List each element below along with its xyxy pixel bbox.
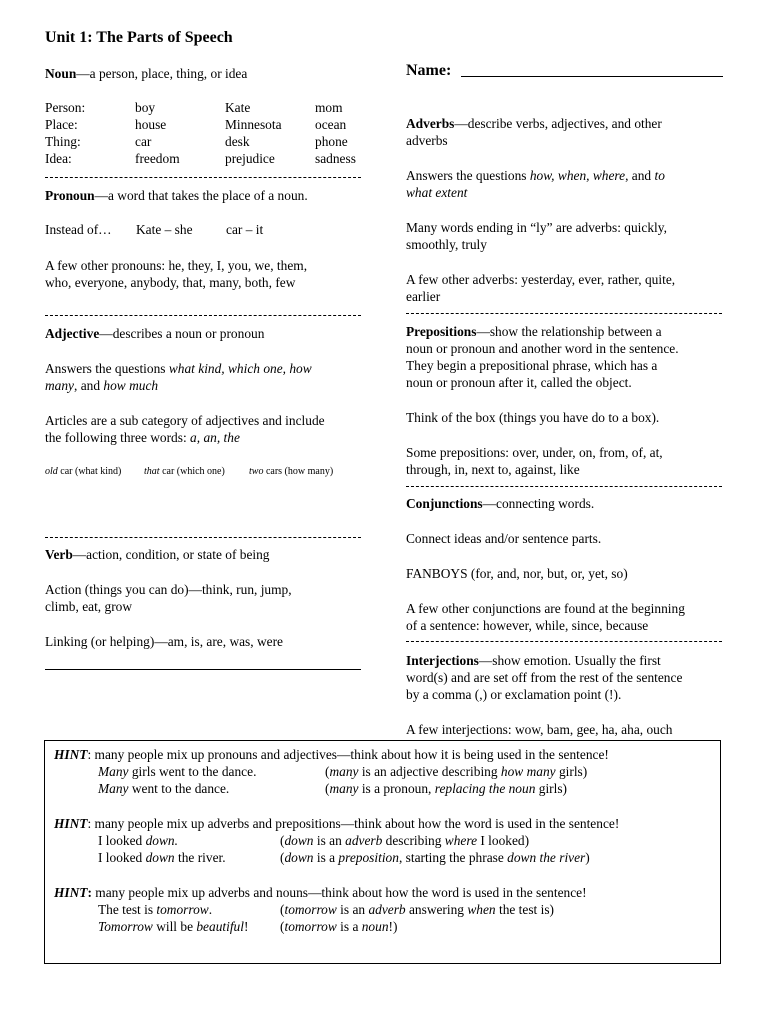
adjective-definition (45, 325, 264, 342)
text: , and (74, 378, 104, 393)
hint-label: HINT (54, 816, 88, 831)
text: The test is (98, 902, 157, 917)
preposition-definition (406, 323, 662, 340)
adjective-articles: Articles are a sub category of adjectives and include (45, 413, 325, 428)
preposition-definition: noun or pronoun and another word in the sentence. (406, 341, 679, 356)
text: how many (500, 764, 556, 779)
noun-row-label: Thing: (45, 134, 81, 149)
text: down. (145, 833, 178, 848)
noun-row-label: Idea: (45, 151, 72, 166)
pronoun-example: car – it (226, 222, 264, 237)
interjection-others: A few interjections: wow, bam, gee, ha, aha, ouch (406, 722, 673, 737)
hint-example (98, 918, 248, 935)
hint-example (98, 763, 256, 780)
hint-text: : many people mix up adverbs and prepositions—think about how the word is used in the sentence! (87, 816, 620, 831)
conjunction-def-text: —connecting words. (482, 496, 595, 511)
adjective-def-text: —describes a noun or pronoun (99, 326, 265, 341)
text: tomorrow (284, 919, 337, 934)
text: two (249, 466, 264, 477)
text: car (what kind) (57, 466, 122, 477)
text: many (329, 764, 359, 779)
text: car (which one) (159, 466, 225, 477)
text: the river. (174, 850, 226, 865)
text: I looked (98, 833, 146, 848)
text: Many (98, 764, 129, 779)
hint-box (44, 740, 721, 964)
preposition-definition: They begin a prepositional phrase, which has a (406, 358, 658, 373)
divider (406, 313, 722, 314)
noun-cell: ocean (315, 117, 347, 132)
table-row (45, 133, 356, 150)
adverb-ly: smoothly, truly (406, 237, 487, 252)
text: cars (how many) (263, 466, 334, 477)
hint-text: many people mix up adverbs and nouns—think about how the word is used in the sentence! (91, 885, 587, 900)
text: will be (152, 919, 197, 934)
conjunction-definition (406, 495, 594, 512)
adverb-ly: Many words ending in “ly” are adverbs: quickly, (406, 220, 667, 235)
adverb-def-text: —describe verbs, adjectives, and other (454, 116, 662, 131)
text: when (467, 902, 496, 917)
divider (45, 315, 361, 316)
pronoun-definition (45, 187, 308, 204)
text: !) (388, 919, 398, 934)
hint-line (54, 815, 619, 832)
text: describing (382, 833, 445, 848)
preposition-def-text: —show the relationship between a (476, 324, 662, 339)
hint-example (98, 849, 226, 866)
interjection-definition: by a comma (,) or exclamation point (!). (406, 687, 622, 702)
text: is a pronoun, (358, 781, 435, 796)
text: Many (98, 781, 129, 796)
adverb-term: Adverbs (406, 116, 455, 131)
pronoun-others: A few other pronouns: he, they, I, you, we, them, (45, 258, 308, 273)
hint-note: (down is an adverb describing where I looked) (280, 833, 530, 848)
text: , and (625, 168, 655, 183)
noun-cell: desk (225, 134, 250, 149)
text: girls) (555, 764, 588, 779)
text: , starting the phrase (398, 850, 508, 865)
text: where (444, 833, 478, 848)
noun-cell: prejudice (225, 151, 275, 166)
table-row (45, 150, 356, 167)
divider (406, 641, 722, 642)
text: ! (243, 919, 249, 934)
text: to (654, 168, 665, 183)
preposition-definition: noun or pronoun after it, called the object. (406, 375, 632, 390)
page-title: Unit 1: The Parts of Speech (45, 29, 233, 46)
text: answering (405, 902, 468, 917)
interjection-definition: word(s) and are set off from the rest of the sentence (406, 670, 683, 685)
divider (45, 669, 361, 670)
adverb-definition (406, 115, 662, 132)
verb-linking: Linking (or helping)—am, is, are, was, were (45, 634, 283, 649)
table-row (45, 99, 356, 116)
noun-term: Noun (45, 66, 77, 81)
text: noun (361, 919, 389, 934)
text: old (45, 466, 58, 477)
pronoun-example: Kate – she (136, 222, 193, 237)
text: I looked (98, 850, 146, 865)
hint-label: HINT (54, 885, 88, 900)
preposition-some: through, in, next to, against, like (406, 462, 580, 477)
pronoun-def-text: —a word that takes the place of a noun. (94, 188, 308, 203)
conjunction-others: A few other conjunctions are found at the beginning (406, 601, 685, 616)
preposition-some: Some prepositions: over, under, on, from, of, at, (406, 445, 663, 460)
text: Tomorrow (98, 919, 153, 934)
adverb-answers (406, 167, 665, 184)
text: replacing the noun (434, 781, 536, 796)
text: is a (313, 850, 339, 865)
text: : (87, 885, 92, 900)
adjective-example (249, 463, 333, 480)
text: what kind, which one, how (168, 361, 312, 376)
preposition-box: Think of the box (things you have do to a box). (406, 410, 660, 425)
text: is an (313, 833, 346, 848)
text: beautiful (196, 919, 244, 934)
hint-example (98, 832, 178, 849)
hint-note: (tomorrow is a noun!) (280, 919, 398, 934)
noun-cell: boy (135, 100, 156, 115)
text: adverb (368, 902, 406, 917)
text: what extent (406, 185, 468, 200)
text: went to the dance. (128, 781, 230, 796)
text: many (45, 378, 75, 393)
noun-cell: mom (315, 100, 343, 115)
adjective-term: Adjective (45, 326, 100, 341)
noun-def-text: —a person, place, thing, or idea (76, 66, 248, 81)
adjective-answers (45, 377, 158, 394)
hint-example (98, 780, 229, 797)
text: down (145, 850, 175, 865)
hint-note: (down is a preposition, starting the phrase down the river) (280, 850, 590, 865)
noun-cell: freedom (135, 151, 180, 166)
hint-example (98, 901, 212, 918)
adverb-others: earlier (406, 289, 441, 304)
name-label: Name: (406, 62, 452, 79)
noun-cell: phone (315, 134, 348, 149)
adjective-example (144, 463, 225, 480)
text: the following three words: (45, 430, 191, 445)
noun-cell: house (135, 117, 167, 132)
text: ) (585, 850, 590, 865)
text: many (329, 781, 359, 796)
text: how much (103, 378, 159, 393)
adjective-example (45, 463, 121, 480)
adverb-others: A few other adverbs: yesterday, ever, rather, quite, (406, 272, 676, 287)
conjunction-term: Conjunctions (406, 496, 483, 511)
preposition-term: Prepositions (406, 324, 477, 339)
text: how, when, where (529, 168, 626, 183)
text: girls) (535, 781, 568, 796)
text: girls went to the dance. (128, 764, 257, 779)
hint-note: (many is an adjective describing how many girls) (325, 764, 588, 779)
text: adverb (345, 833, 383, 848)
noun-cell: car (135, 134, 152, 149)
interjection-definition (406, 652, 661, 669)
pronoun-instead-label: Instead of… (45, 222, 112, 237)
noun-row-label: Person: (45, 100, 86, 115)
text: down (284, 833, 314, 848)
text: the test is) (495, 902, 555, 917)
text: down the river (507, 850, 586, 865)
hint-note: (tomorrow is an adverb answering when the test is) (280, 902, 555, 917)
noun-cell: Kate (225, 100, 251, 115)
noun-definition (45, 65, 247, 82)
verb-definition (45, 546, 270, 563)
text: preposition (338, 850, 399, 865)
pronoun-others: who, everyone, anybody, that, many, both, few (45, 275, 296, 290)
noun-row-label: Place: (45, 117, 78, 132)
verb-action: climb, eat, grow (45, 599, 133, 614)
noun-cell: sadness (315, 151, 356, 166)
hint-line (54, 884, 587, 901)
conjunction-connect: Connect ideas and/or sentence parts. (406, 531, 602, 546)
divider (45, 177, 361, 178)
interjection-term: Interjections (406, 653, 479, 668)
hint-text: : many people mix up pronouns and adjectives—think about how it is being used in the sentence! (87, 747, 609, 762)
adjective-articles (45, 429, 240, 446)
text: that (144, 466, 160, 477)
adjective-answers (45, 360, 312, 377)
conjunction-others: of a sentence: however, while, since, because (406, 618, 649, 633)
pronoun-term: Pronoun (45, 188, 95, 203)
text: is an (336, 902, 369, 917)
interjection-def-text: —show emotion. Usually the first (478, 653, 661, 668)
name-field[interactable] (461, 60, 723, 77)
hint-label: HINT (54, 747, 88, 762)
text: . (208, 902, 213, 917)
text: down (284, 850, 314, 865)
adverb-definition: adverbs (406, 133, 448, 148)
text: I looked) (477, 833, 530, 848)
verb-term: Verb (45, 547, 73, 562)
text: is a (336, 919, 362, 934)
text: a, an, the (190, 430, 240, 445)
verb-action: Action (things you can do)—think, run, jump, (45, 582, 292, 597)
hint-note: (many is a pronoun, replacing the noun girls) (325, 781, 568, 796)
text: Answers the questions (45, 361, 169, 376)
conjunction-fanboys: FANBOYS (for, and, nor, but, or, yet, so) (406, 566, 628, 581)
noun-cell: Minnesota (225, 117, 282, 132)
divider (406, 486, 722, 487)
noun-examples-table (45, 99, 356, 167)
divider (45, 537, 361, 538)
verb-def-text: —action, condition, or state of being (72, 547, 270, 562)
text: Answers the questions (406, 168, 530, 183)
text: tomorrow (156, 902, 209, 917)
hint-line (54, 746, 609, 763)
adverb-answers (406, 184, 467, 201)
table-row (45, 116, 356, 133)
text: tomorrow (284, 902, 337, 917)
text: is an adjective describing (358, 764, 501, 779)
